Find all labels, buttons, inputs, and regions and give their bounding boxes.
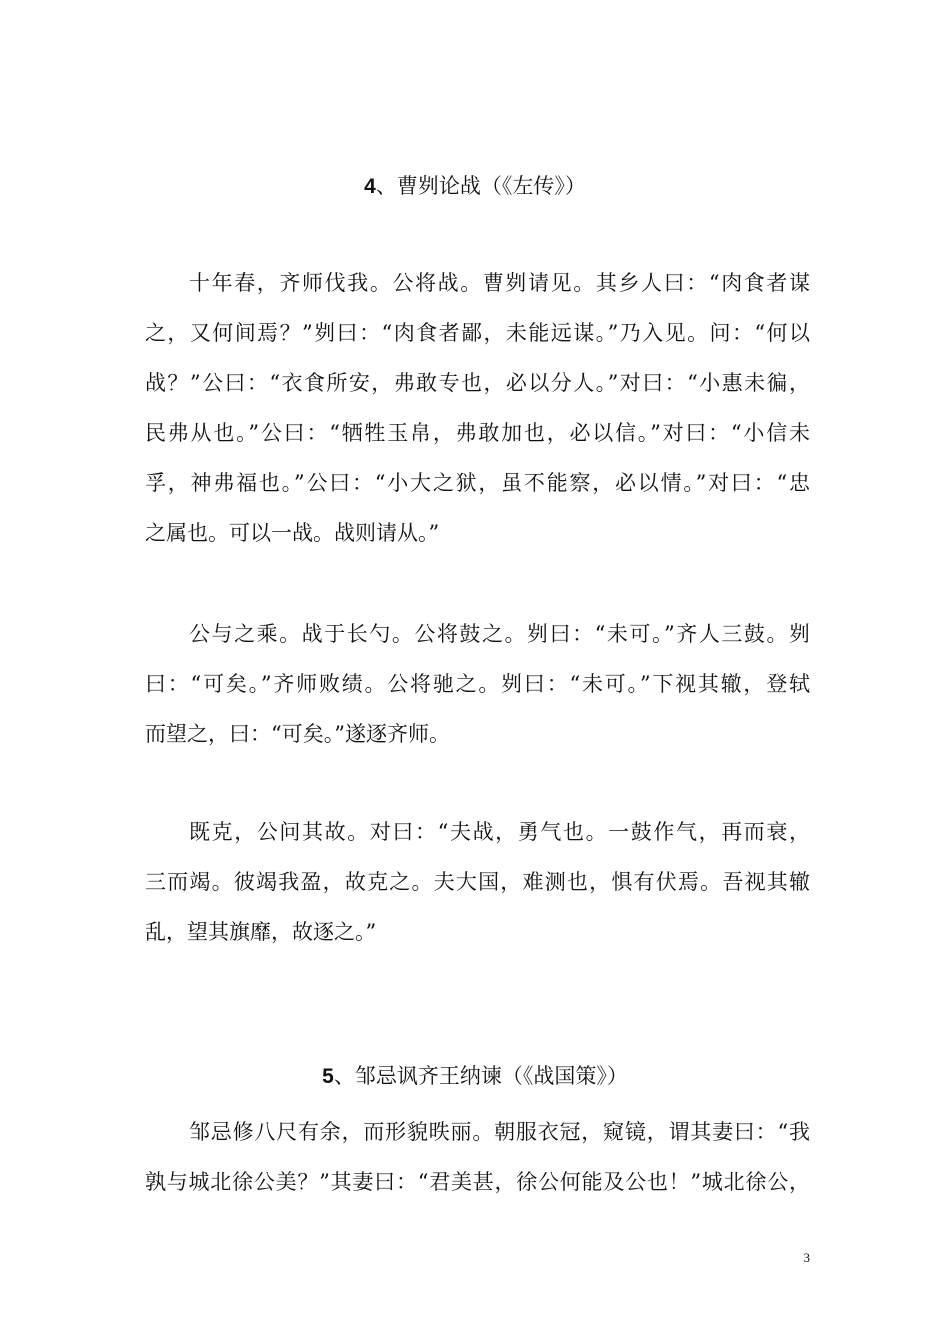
section-heading	[0, 171, 950, 202]
paragraph	[145, 1107, 810, 1207]
paragraph-line: 之属也。可以一战。战则请从。”	[145, 521, 440, 545]
section-title: 、邹忌讽齐王纳谏（《战国策》）	[333, 1064, 628, 1088]
section-heading	[0, 1061, 950, 1092]
paragraph-line: 邹忌修八尺有余，而形貌昳丽。朝服衣冠，窥镜，谓其妻曰：“我	[189, 1120, 810, 1144]
paragraph-line: 孰与城北徐公美？”其妻曰：“君美甚，徐公何能及公也！”城北徐公，	[145, 1170, 810, 1194]
paragraph-line: 民弗从也。”公曰：“牺牲玉帛，弗敢加也，必以信。”对曰：“小信未	[145, 421, 810, 445]
page-number: 3	[803, 1250, 810, 1265]
paragraph-line: 公与之乘。战于长勺。公将鼓之。刿曰：“未可。”齐人三鼓。刿	[189, 622, 810, 646]
paragraph-line: 而望之，曰：“可矣。”遂逐齐师。	[145, 722, 450, 746]
paragraph-line: 之，又何间焉？”刿曰：“肉食者鄙，未能远谋。”乃入见。问：“何以	[145, 321, 810, 345]
paragraph-line: 曰：“可矣。”齐师败绩。公将驰之。刿曰：“未可。”下视其辙，登轼	[145, 672, 810, 696]
section-number: 5	[322, 1065, 334, 1088]
paragraph	[145, 258, 810, 558]
section-number: 4	[364, 175, 376, 198]
paragraph	[145, 807, 810, 957]
paragraph-line: 乱，望其旗靡，故逐之。”	[145, 920, 377, 944]
paragraph-line: 孚，神弗福也。”公曰：“小大之狱，虽不能察，必以情。”对曰：“忠	[145, 471, 810, 495]
section-title: 、曹刿论战（《左传》）	[375, 174, 586, 198]
paragraph-line: 十年春，齐师伐我。公将战。曹刿请见。其乡人曰：“肉食者谋	[189, 271, 810, 295]
paragraph-line: 既克，公问其故。对曰：“夫战，勇气也。一鼓作气，再而衰，	[189, 820, 810, 844]
paragraph-line: 战？”公曰：“衣食所安，弗敢专也，必以分人。”对曰：“小惠未徧，	[145, 371, 810, 395]
paragraph-line: 三而竭。彼竭我盈，故克之。夫大国，难测也，惧有伏焉。吾视其辙	[145, 870, 810, 894]
paragraph	[145, 609, 810, 759]
